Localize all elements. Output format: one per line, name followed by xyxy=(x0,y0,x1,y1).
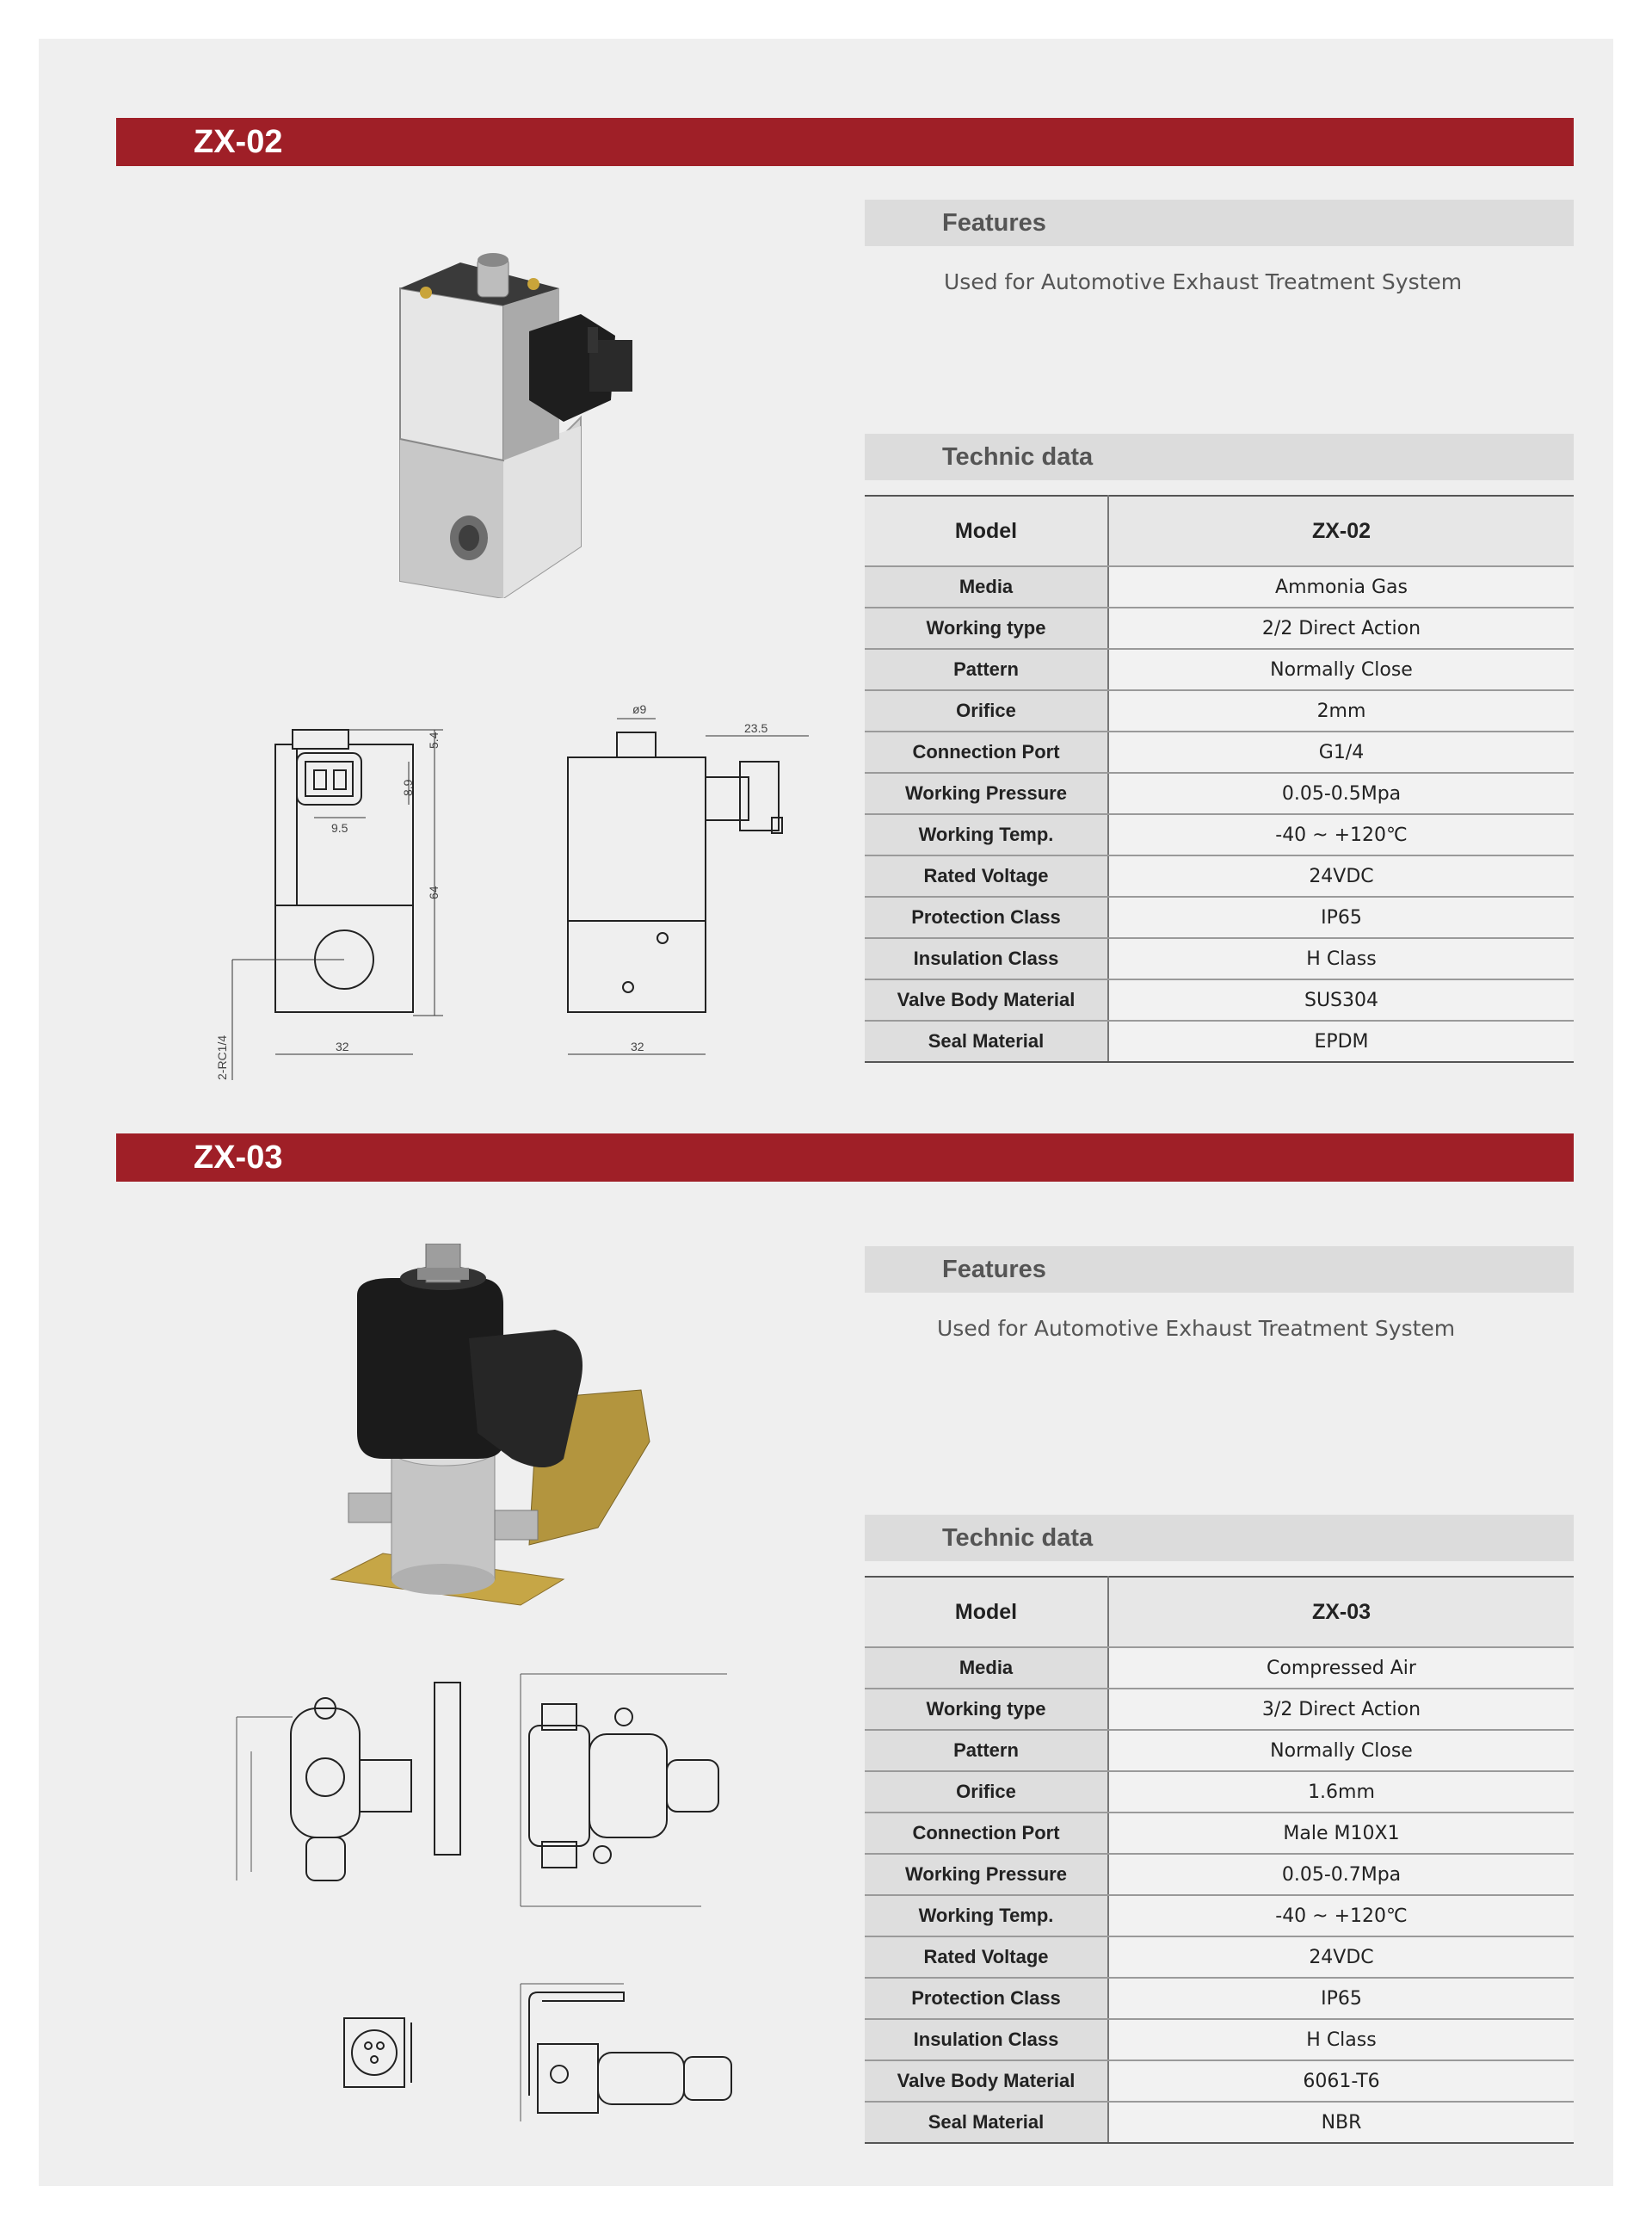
spec-value: Ammonia Gas xyxy=(1108,566,1574,608)
spec-label: Working Temp. xyxy=(865,814,1108,855)
table-row xyxy=(865,1895,1574,1936)
spec-label: Connection Port xyxy=(865,1813,1108,1854)
table-header-row xyxy=(865,496,1574,566)
spec-label: Seal Material xyxy=(865,2102,1108,2143)
spec-value: Normally Close xyxy=(1108,649,1574,690)
table-row xyxy=(865,1813,1574,1854)
spec-label: Seal Material xyxy=(865,1021,1108,1062)
table-row xyxy=(865,855,1574,897)
spec-value: SUS304 xyxy=(1108,979,1574,1021)
table-row xyxy=(865,2019,1574,2060)
spec-value: 0.05-0.5Mpa xyxy=(1108,773,1574,814)
table-row xyxy=(865,979,1574,1021)
model-value: ZX-02 xyxy=(1108,496,1574,566)
spec-label: Protection Class xyxy=(865,1978,1108,2019)
table-row xyxy=(865,1730,1574,1771)
spec-value: NBR xyxy=(1108,2102,1574,2143)
spec-value: 0.05-0.7Mpa xyxy=(1108,1854,1574,1895)
spec-value: Male M10X1 xyxy=(1108,1813,1574,1854)
product-section-zx02 xyxy=(39,39,1613,1115)
spec-label: Valve Body Material xyxy=(865,2060,1108,2102)
dim-label: 2-RC1/4 xyxy=(215,1034,229,1080)
dim-label: 64 xyxy=(427,886,441,899)
table-row xyxy=(865,566,1574,608)
dim-label: 9.5 xyxy=(331,821,348,835)
spec-value: IP65 xyxy=(1108,1978,1574,2019)
spec-value: Compressed Air xyxy=(1108,1647,1574,1689)
table-row xyxy=(865,897,1574,938)
dim-label: 8.9 xyxy=(401,779,415,796)
spec-label: Insulation Class xyxy=(865,2019,1108,2060)
table-header-row xyxy=(865,1577,1574,1647)
spec-value: 2mm xyxy=(1108,690,1574,732)
technical-drawing-side-zx02 xyxy=(555,676,865,1089)
spec-value: 3/2 Direct Action xyxy=(1108,1689,1574,1730)
table-row xyxy=(865,1689,1574,1730)
technical-drawing-top-right-zx03 xyxy=(503,1622,761,1932)
spec-label: Media xyxy=(865,1647,1108,1689)
technical-drawing-bottom-left-zx03 xyxy=(336,2001,439,2121)
technic-data-header: Technic data xyxy=(865,434,1574,480)
dim-label: 32 xyxy=(336,1040,349,1053)
technical-drawing-top-left-zx03 xyxy=(232,1622,490,1932)
technical-drawing-bottom-right-zx03 xyxy=(503,1967,761,2130)
product-section-zx03 xyxy=(39,1054,1613,2186)
spec-value: -40 ~ +120℃ xyxy=(1108,814,1574,855)
table-row xyxy=(865,1854,1574,1895)
product-title-band: ZX-03 xyxy=(116,1133,1574,1182)
product-photo-zx03 xyxy=(305,1244,684,1614)
table-row xyxy=(865,732,1574,773)
technic-data-table xyxy=(865,1576,1574,2144)
features-header: Features xyxy=(865,1246,1574,1293)
spec-value: EPDM xyxy=(1108,1021,1574,1062)
model-label: Model xyxy=(865,1577,1108,1647)
table-row xyxy=(865,814,1574,855)
product-title-band: ZX-02 xyxy=(116,118,1574,166)
spec-label: Working type xyxy=(865,608,1108,649)
table-row xyxy=(865,1647,1574,1689)
spec-label: Working Pressure xyxy=(865,1854,1108,1895)
spec-label: Rated Voltage xyxy=(865,1936,1108,1978)
spec-value: 1.6mm xyxy=(1108,1771,1574,1813)
spec-value: -40 ~ +120℃ xyxy=(1108,1895,1574,1936)
spec-label: Working type xyxy=(865,1689,1108,1730)
table-row xyxy=(865,2102,1574,2143)
table-row xyxy=(865,773,1574,814)
product-photo-zx02 xyxy=(348,211,693,598)
features-text: Used for Automotive Exhaust Treatment System xyxy=(937,1316,1456,1341)
spec-label: Media xyxy=(865,566,1108,608)
spec-label: Pattern xyxy=(865,649,1108,690)
spec-label: Valve Body Material xyxy=(865,979,1108,1021)
spec-value: 6061-T6 xyxy=(1108,2060,1574,2102)
spec-value: 2/2 Direct Action xyxy=(1108,608,1574,649)
table-row xyxy=(865,608,1574,649)
features-header: Features xyxy=(865,200,1574,246)
spec-value: 24VDC xyxy=(1108,855,1574,897)
spec-label: Insulation Class xyxy=(865,938,1108,979)
spec-label: Connection Port xyxy=(865,732,1108,773)
dim-label: 5.4 xyxy=(427,732,441,749)
table-row xyxy=(865,690,1574,732)
dim-label: ø9 xyxy=(632,702,647,716)
technic-data-header: Technic data xyxy=(865,1515,1574,1561)
technic-data-table xyxy=(865,495,1574,1063)
dim-label: 32 xyxy=(631,1040,644,1053)
spec-label: Pattern xyxy=(865,1730,1108,1771)
spec-label: Orifice xyxy=(865,690,1108,732)
features-text: Used for Automotive Exhaust Treatment System xyxy=(944,269,1463,294)
spec-label: Protection Class xyxy=(865,897,1108,938)
dim-label: 23.5 xyxy=(744,721,768,735)
catalog-page xyxy=(39,39,1613,2186)
spec-value: H Class xyxy=(1108,2019,1574,2060)
technical-drawing-front-zx02 xyxy=(159,676,521,1089)
spec-label: Working Pressure xyxy=(865,773,1108,814)
table-row xyxy=(865,938,1574,979)
model-label: Model xyxy=(865,496,1108,566)
table-row xyxy=(865,1978,1574,2019)
spec-label: Orifice xyxy=(865,1771,1108,1813)
spec-value: IP65 xyxy=(1108,897,1574,938)
table-row xyxy=(865,1936,1574,1978)
table-row xyxy=(865,1771,1574,1813)
table-row xyxy=(865,2060,1574,2102)
model-value: ZX-03 xyxy=(1108,1577,1574,1647)
spec-value: G1/4 xyxy=(1108,732,1574,773)
table-row xyxy=(865,649,1574,690)
spec-value: Normally Close xyxy=(1108,1730,1574,1771)
spec-label: Working Temp. xyxy=(865,1895,1108,1936)
spec-value: 24VDC xyxy=(1108,1936,1574,1978)
spec-value: H Class xyxy=(1108,938,1574,979)
spec-label: Rated Voltage xyxy=(865,855,1108,897)
